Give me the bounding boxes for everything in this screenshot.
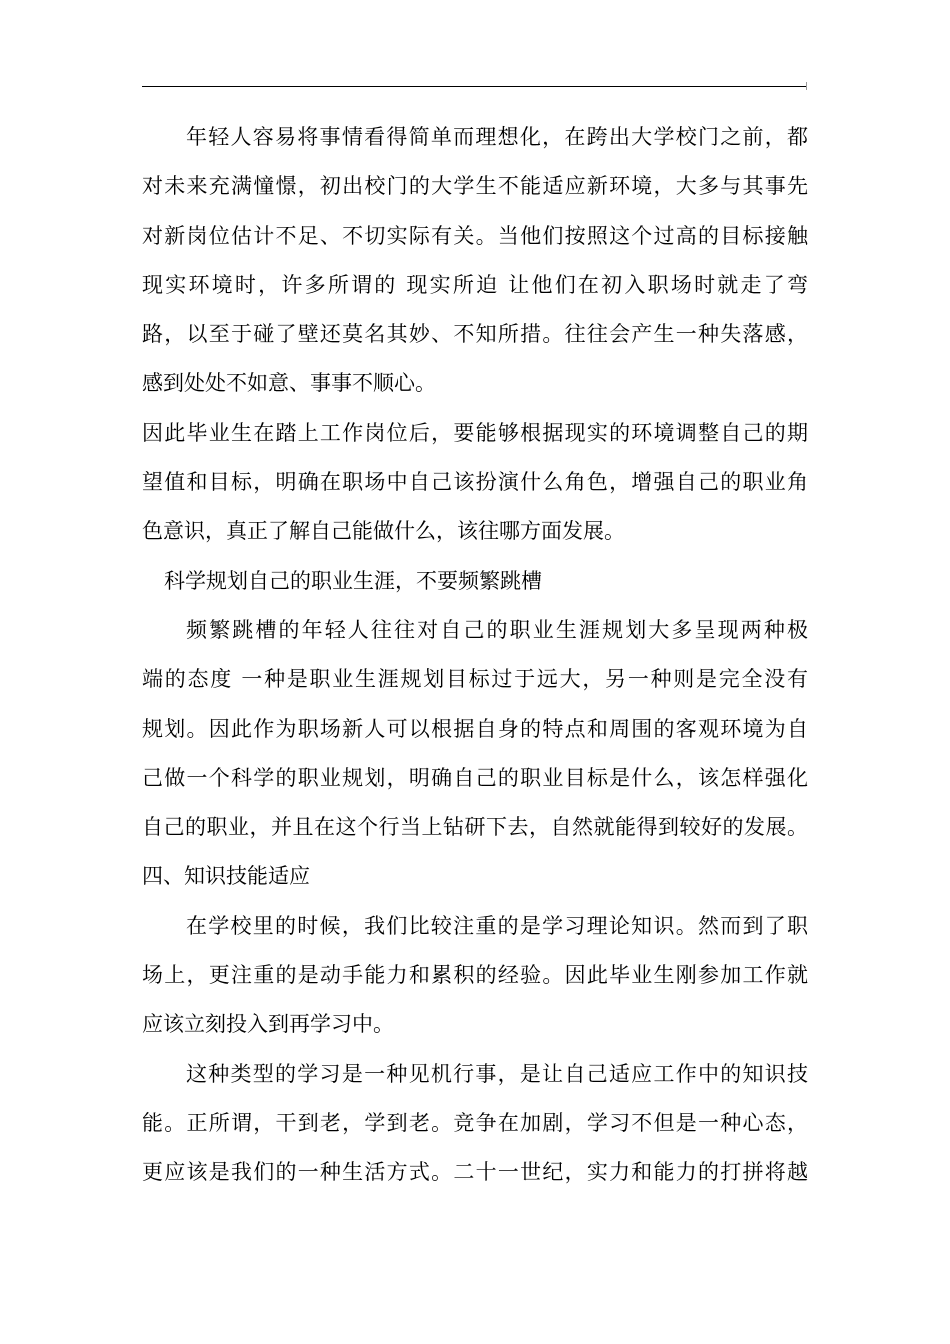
text-line: 路，以至于碰了壁还莫名其妙、不知所措。往往会产生一种失落感， — [142, 322, 808, 347]
text-line: 望值和目标，明确在职场中自己该扮演什么角色，增强自己的职业角 — [142, 470, 808, 495]
text-line: 因此毕业生在踏上工作岗位后，要能够根据现实的环境调整自己的期 — [142, 420, 808, 445]
text-line: 自己的职业，并且在这个行当上钻研下去，自然就能得到较好的发展。 — [142, 815, 808, 840]
text-line: 在学校里的时候，我们比较注重的是学习理论知识。然而到了职 — [186, 913, 808, 938]
text-line: 年轻人容易将事情看得简单而理想化，在跨出大学校门之前，都 — [186, 125, 808, 149]
text-line: 对未来充满憧憬，初出校门的大学生不能适应新环境，大多与其事先 — [142, 174, 808, 199]
text-line: 己做一个科学的职业规划，明确自己的职业目标是什么，该怎样强化 — [142, 765, 808, 790]
text-line: 端的态度 一种是职业生涯规划目标过于远大，另一种则是完全没有 — [142, 667, 808, 692]
text-line: 规划。因此作为职场新人可以根据自身的特点和周围的客观环境为自 — [142, 716, 808, 741]
section-heading: 四、知识技能适应 — [142, 864, 310, 889]
header-rule — [142, 86, 806, 87]
text-line: 频繁跳槽的年轻人往往对自己的职业生涯规划大多呈现两种极 — [186, 617, 808, 642]
text-line: 场上，更注重的是动手能力和累积的经验。因此毕业生刚参加工作就 — [142, 963, 808, 988]
text-line: 对新岗位估计不足、不切实际有关。当他们按照这个过高的目标接触 — [142, 223, 808, 248]
text-line: 色意识，真正了解自己能做什么，该往哪方面发展。 — [142, 519, 625, 544]
text-line: 感到处处不如意、事事不顺心。 — [142, 371, 436, 396]
text-line: 更应该是我们的一种生活方式。二十一世纪，实力和能力的打拼将越 — [142, 1160, 808, 1185]
header-rule-end-mark — [806, 82, 807, 90]
body-text — [142, 113, 808, 1198]
text-line: 应该立刻投入到再学习中。 — [142, 1012, 394, 1037]
text-line: 现实环境时，许多所谓的 现实所迫 让他们在初入职场时就走了弯 — [142, 272, 808, 297]
section-subheading: 科学规划自己的职业生涯，不要频繁跳槽 — [164, 568, 542, 593]
text-line: 能。正所谓，干到老，学到老。竞争在加剧，学习不但是一种心态， — [142, 1110, 808, 1135]
text-line: 这种类型的学习是一种见机行事，是让自己适应工作中的知识技 — [186, 1061, 808, 1086]
